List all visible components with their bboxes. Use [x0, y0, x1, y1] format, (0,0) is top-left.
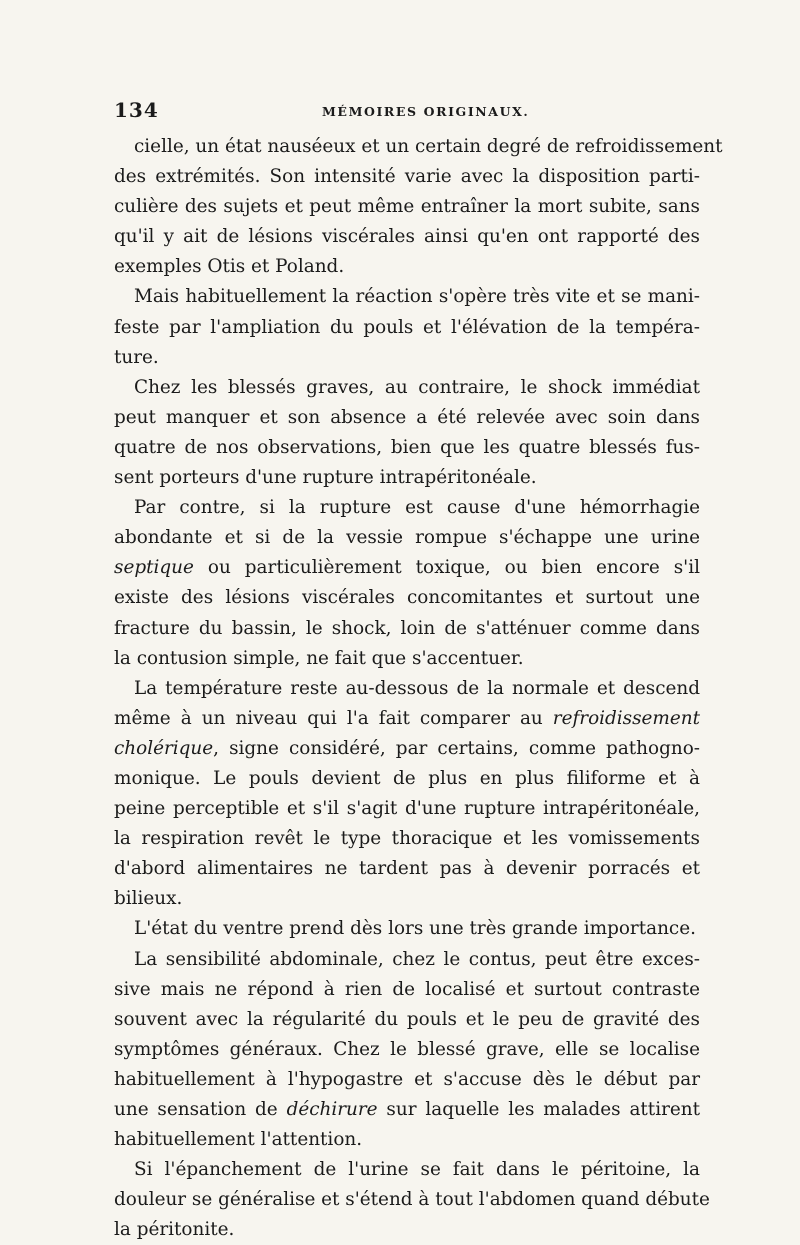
- text-line: la respiration revêt le type thoracique et les vomissements: [114, 828, 700, 850]
- text-line: monique. Le pouls devient de plus en plus filiforme et à: [114, 767, 700, 789]
- text-line: ture.: [114, 346, 159, 368]
- paragraph: [114, 1155, 710, 1245]
- roman-text: sur laquelle les malades attirent: [377, 1099, 700, 1120]
- text-line: feste par l'ampliation du pouls et l'élévation de la tempéra-: [114, 316, 700, 338]
- page-number: 134: [114, 98, 159, 122]
- text-line: douleur se généralise et s'étend à tout l'abdomen quand débute: [114, 1189, 710, 1211]
- page-header: [114, 98, 700, 130]
- paragraph: [114, 282, 700, 372]
- paragraph: [114, 493, 700, 674]
- text-line: L'état du ventre prend dès lors une très grande importance.: [134, 918, 696, 940]
- text-line: Chez les blessés graves, au contraire, le shock immédiat: [134, 376, 700, 398]
- text-line: [114, 1095, 700, 1125]
- text-line: La sensibilité abdominale, chez le contus, peut être exces-: [134, 948, 700, 970]
- text-line: culière des sujets et peut même entraîner la mort subite, sans: [114, 196, 700, 218]
- text-line: bilieux.: [114, 888, 183, 910]
- text-line: habituellement l'attention.: [114, 1129, 363, 1151]
- text-line: qu'il y ait de lésions viscérales ainsi qu'en ont rapporté des: [114, 226, 700, 248]
- italic-text: septique: [114, 557, 194, 579]
- text-line: [114, 734, 700, 764]
- roman-text: une sensation de: [114, 1099, 287, 1120]
- paragraph: [114, 674, 700, 915]
- text-line: abondante et si de la vessie rompue s'échappe une urine: [114, 527, 700, 549]
- text-line: sive mais ne répond à rien de localisé et surtout contraste: [114, 978, 700, 1000]
- text-line: des extrémités. Son intensité varie avec la disposition parti-: [114, 166, 700, 188]
- running-title: MÉMOIRES ORIGINAUX.: [322, 104, 530, 119]
- text-line: quatre de nos observations, bien que les quatre blessés fus-: [114, 436, 700, 458]
- text-line: symptômes généraux. Chez le blessé grave, elle se localise: [114, 1038, 700, 1060]
- paragraph: [114, 914, 700, 944]
- text-line: sent porteurs d'une rupture intrapéritonéale.: [114, 467, 537, 489]
- text-line: la péritonite.: [114, 1219, 235, 1241]
- text-line: Mais habituellement la réaction s'opère très vite et se mani-: [134, 286, 700, 308]
- italic-text: cholérique: [114, 737, 214, 759]
- italic-text: refroidissement: [552, 707, 700, 729]
- text-line: la contusion simple, ne fait que s'accentuer.: [114, 647, 524, 669]
- body-text: [114, 132, 723, 1245]
- text-line: [114, 553, 700, 583]
- text-line: fracture du bassin, le shock, loin de s'atténuer comme dans: [114, 617, 700, 639]
- text-line: Si l'épanchement de l'urine se fait dans le péritoine, la: [134, 1159, 700, 1181]
- roman-text: même à un niveau qui l'a fait comparer au: [114, 707, 553, 729]
- text-line: Par contre, si la rupture est cause d'une hémorrhagie: [134, 497, 700, 519]
- text-line: cielle, un état nauséeux et un certain degré de refroidissement: [134, 136, 723, 157]
- paragraph: [114, 945, 700, 1156]
- text-line: d'abord alimentaires ne tardent pas à devenir porracés et: [114, 858, 700, 880]
- paragraph: [114, 373, 700, 493]
- text-line: peut manquer et son absence a été relevée avec soin dans: [114, 406, 700, 428]
- paragraph: [114, 132, 723, 282]
- text-line: existe des lésions viscérales concomitantes et surtout une: [114, 587, 700, 609]
- italic-text: déchirure: [286, 1099, 378, 1120]
- text-line: exemples Otis et Poland.: [114, 256, 345, 278]
- text-line: [114, 704, 700, 734]
- text-line: habituellement à l'hypogastre et s'accuse dès le début par: [114, 1068, 700, 1090]
- text-line: La température reste au-dessous de la normale et descend: [134, 677, 700, 699]
- text-line: souvent avec la régularité du pouls et le peu de gravité des: [114, 1008, 700, 1030]
- roman-text: , signe considéré, par certains, comme pathogno-: [213, 737, 700, 759]
- roman-text: ou particulièrement toxique, ou bien encore s'il: [193, 557, 700, 579]
- text-line: peine perceptible et s'il s'agit d'une rupture intrapéritonéale,: [114, 798, 700, 820]
